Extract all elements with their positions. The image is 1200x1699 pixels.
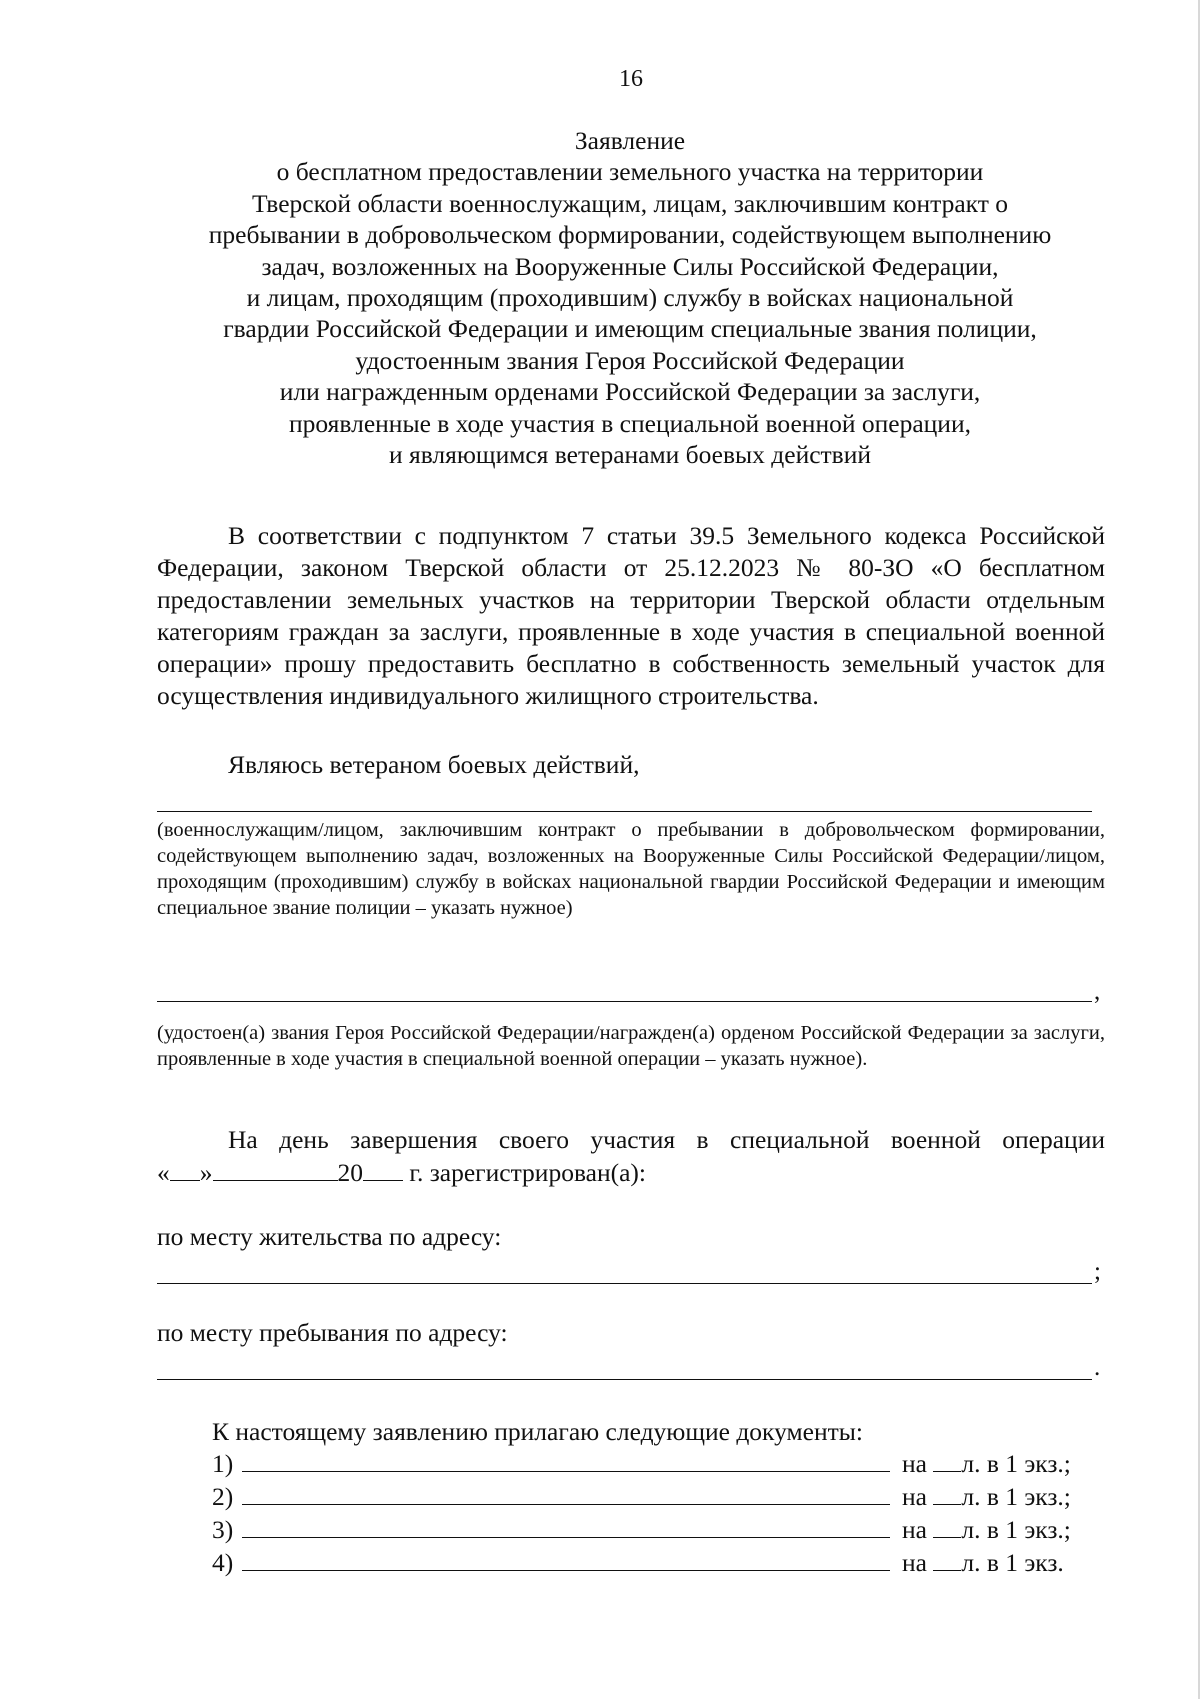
title-line: проявленные в ходе участия в специальной военной операции, <box>289 408 971 438</box>
attachments-intro: К настоящему заявлению прилагаю следующие документы: <box>212 1417 863 1446</box>
status-fill-line[interactable] <box>157 811 1092 812</box>
veteran-statement: Являюсь ветераном боевых действий, <box>228 750 640 779</box>
close-quote: » <box>199 1158 213 1187</box>
title-line: и являющимся ветеранами боевых действий <box>388 440 872 470</box>
attachment-pre: на <box>902 1449 927 1478</box>
attachment-name-field[interactable] <box>242 1517 890 1538</box>
residence-address-line[interactable] <box>157 1283 1092 1284</box>
residence-semicolon: ; <box>1094 1258 1101 1285</box>
attachment-number: 4) <box>212 1548 234 1577</box>
attachment-row <box>212 1548 1064 1578</box>
title-line: о бесплатном предоставлении земельного участка на территории <box>276 157 984 187</box>
title-line: или награжденным орденами Российской Федерации за заслуги, <box>279 377 981 407</box>
request-paragraph: В соответствии с подпунктом 7 статьи 39.5 Земельного кодекса Российской Федерации, законом Тверской области от 25.12.2023 № 80-ЗО «О бесплатном предоставлении земельных участков на территории Тверской области отдельным категориям граждан за заслуги, проявленные в ходе участия в специальной военной операции» прошу предоставить бесплатно в собственность земельный участок для осуществления индивидуального жилищного строительства. <box>157 521 1105 710</box>
attachment-post: л. в 1 экз.; <box>961 1449 1071 1478</box>
attachment-pre: на <box>902 1515 927 1544</box>
residence-label: по месту жительства по адресу: <box>157 1222 502 1251</box>
stay-period: . <box>1094 1354 1101 1381</box>
attachment-name-field[interactable] <box>242 1484 890 1505</box>
attachment-post: л. в 1 экз.; <box>961 1515 1071 1544</box>
attachment-name-field[interactable] <box>242 1550 890 1571</box>
attachment-row <box>212 1482 1071 1512</box>
sheet-count-field[interactable] <box>933 1451 961 1472</box>
attachment-number: 3) <box>212 1515 234 1544</box>
title-line: и лицам, проходящим (проходившим) службу в войсках национальной <box>246 283 1014 313</box>
attachment-number: 2) <box>212 1482 234 1511</box>
award-note: (удостоен(а) звания Героя Российской Федерации/награжден(а) орденом Российской Федерации за заслуги, проявленные в ходе участия в специальной военной операции – указать нужное). <box>157 1022 1105 1070</box>
title-line: гвардии Российской Федерации и имеющим специальные звания полиции, <box>223 314 1037 344</box>
attachment-post: л. в 1 экз.; <box>961 1482 1071 1511</box>
attachment-pre: на <box>902 1482 927 1511</box>
open-quote: « <box>157 1158 170 1187</box>
title-line: Тверской области военнослужащим, лицам, заключившим контракт о <box>252 188 1008 218</box>
stay-label: по месту пребывания по адресу: <box>157 1318 508 1347</box>
title-heading: Заявление <box>574 126 686 155</box>
month-field[interactable] <box>213 1158 338 1181</box>
participation-date-line <box>157 1158 646 1188</box>
sheet-count-field[interactable] <box>933 1517 961 1538</box>
attachment-post: л. в 1 экз. <box>961 1548 1064 1577</box>
year-century: 20 <box>337 1158 363 1187</box>
document-title <box>140 125 1120 470</box>
page-number: 16 <box>619 66 643 92</box>
attachment-number: 1) <box>212 1449 234 1478</box>
attachment-pre: на <box>902 1548 927 1577</box>
award-line-comma: , <box>1094 978 1101 1005</box>
title-line: удостоенным звания Героя Российской Федерации <box>355 345 905 375</box>
attachment-row <box>212 1515 1071 1545</box>
registered-label: г. зарегистрирован(а): <box>409 1158 646 1187</box>
participation-end-text: На день завершения своего участия в специальной военной операции <box>228 1125 1105 1154</box>
sheet-count-field[interactable] <box>933 1550 961 1571</box>
sheet-count-field[interactable] <box>933 1484 961 1505</box>
year-field[interactable] <box>363 1158 403 1181</box>
stay-address-line[interactable] <box>157 1379 1092 1380</box>
title-line: задач, возложенных на Вооруженные Силы Российской Федерации, <box>261 251 999 281</box>
status-note: (военнослужащим/лицом, заключившим контракт о пребывании в добровольческом формировании, содействующем выполнению задач, возложенных на Вооруженные Силы Российской Федерации/лицом, проходящим (проходившим) службу в войсках национальной гвардии Российской Федерации и имеющим специальное звание полиции – указать нужное) <box>157 819 1105 919</box>
title-line: пребывании в добровольческом формировании, содействующем выполнению <box>208 220 1052 250</box>
award-fill-line[interactable] <box>157 1001 1092 1002</box>
day-field[interactable] <box>170 1158 200 1181</box>
attachment-row <box>212 1449 1071 1479</box>
attachment-name-field[interactable] <box>242 1451 890 1472</box>
